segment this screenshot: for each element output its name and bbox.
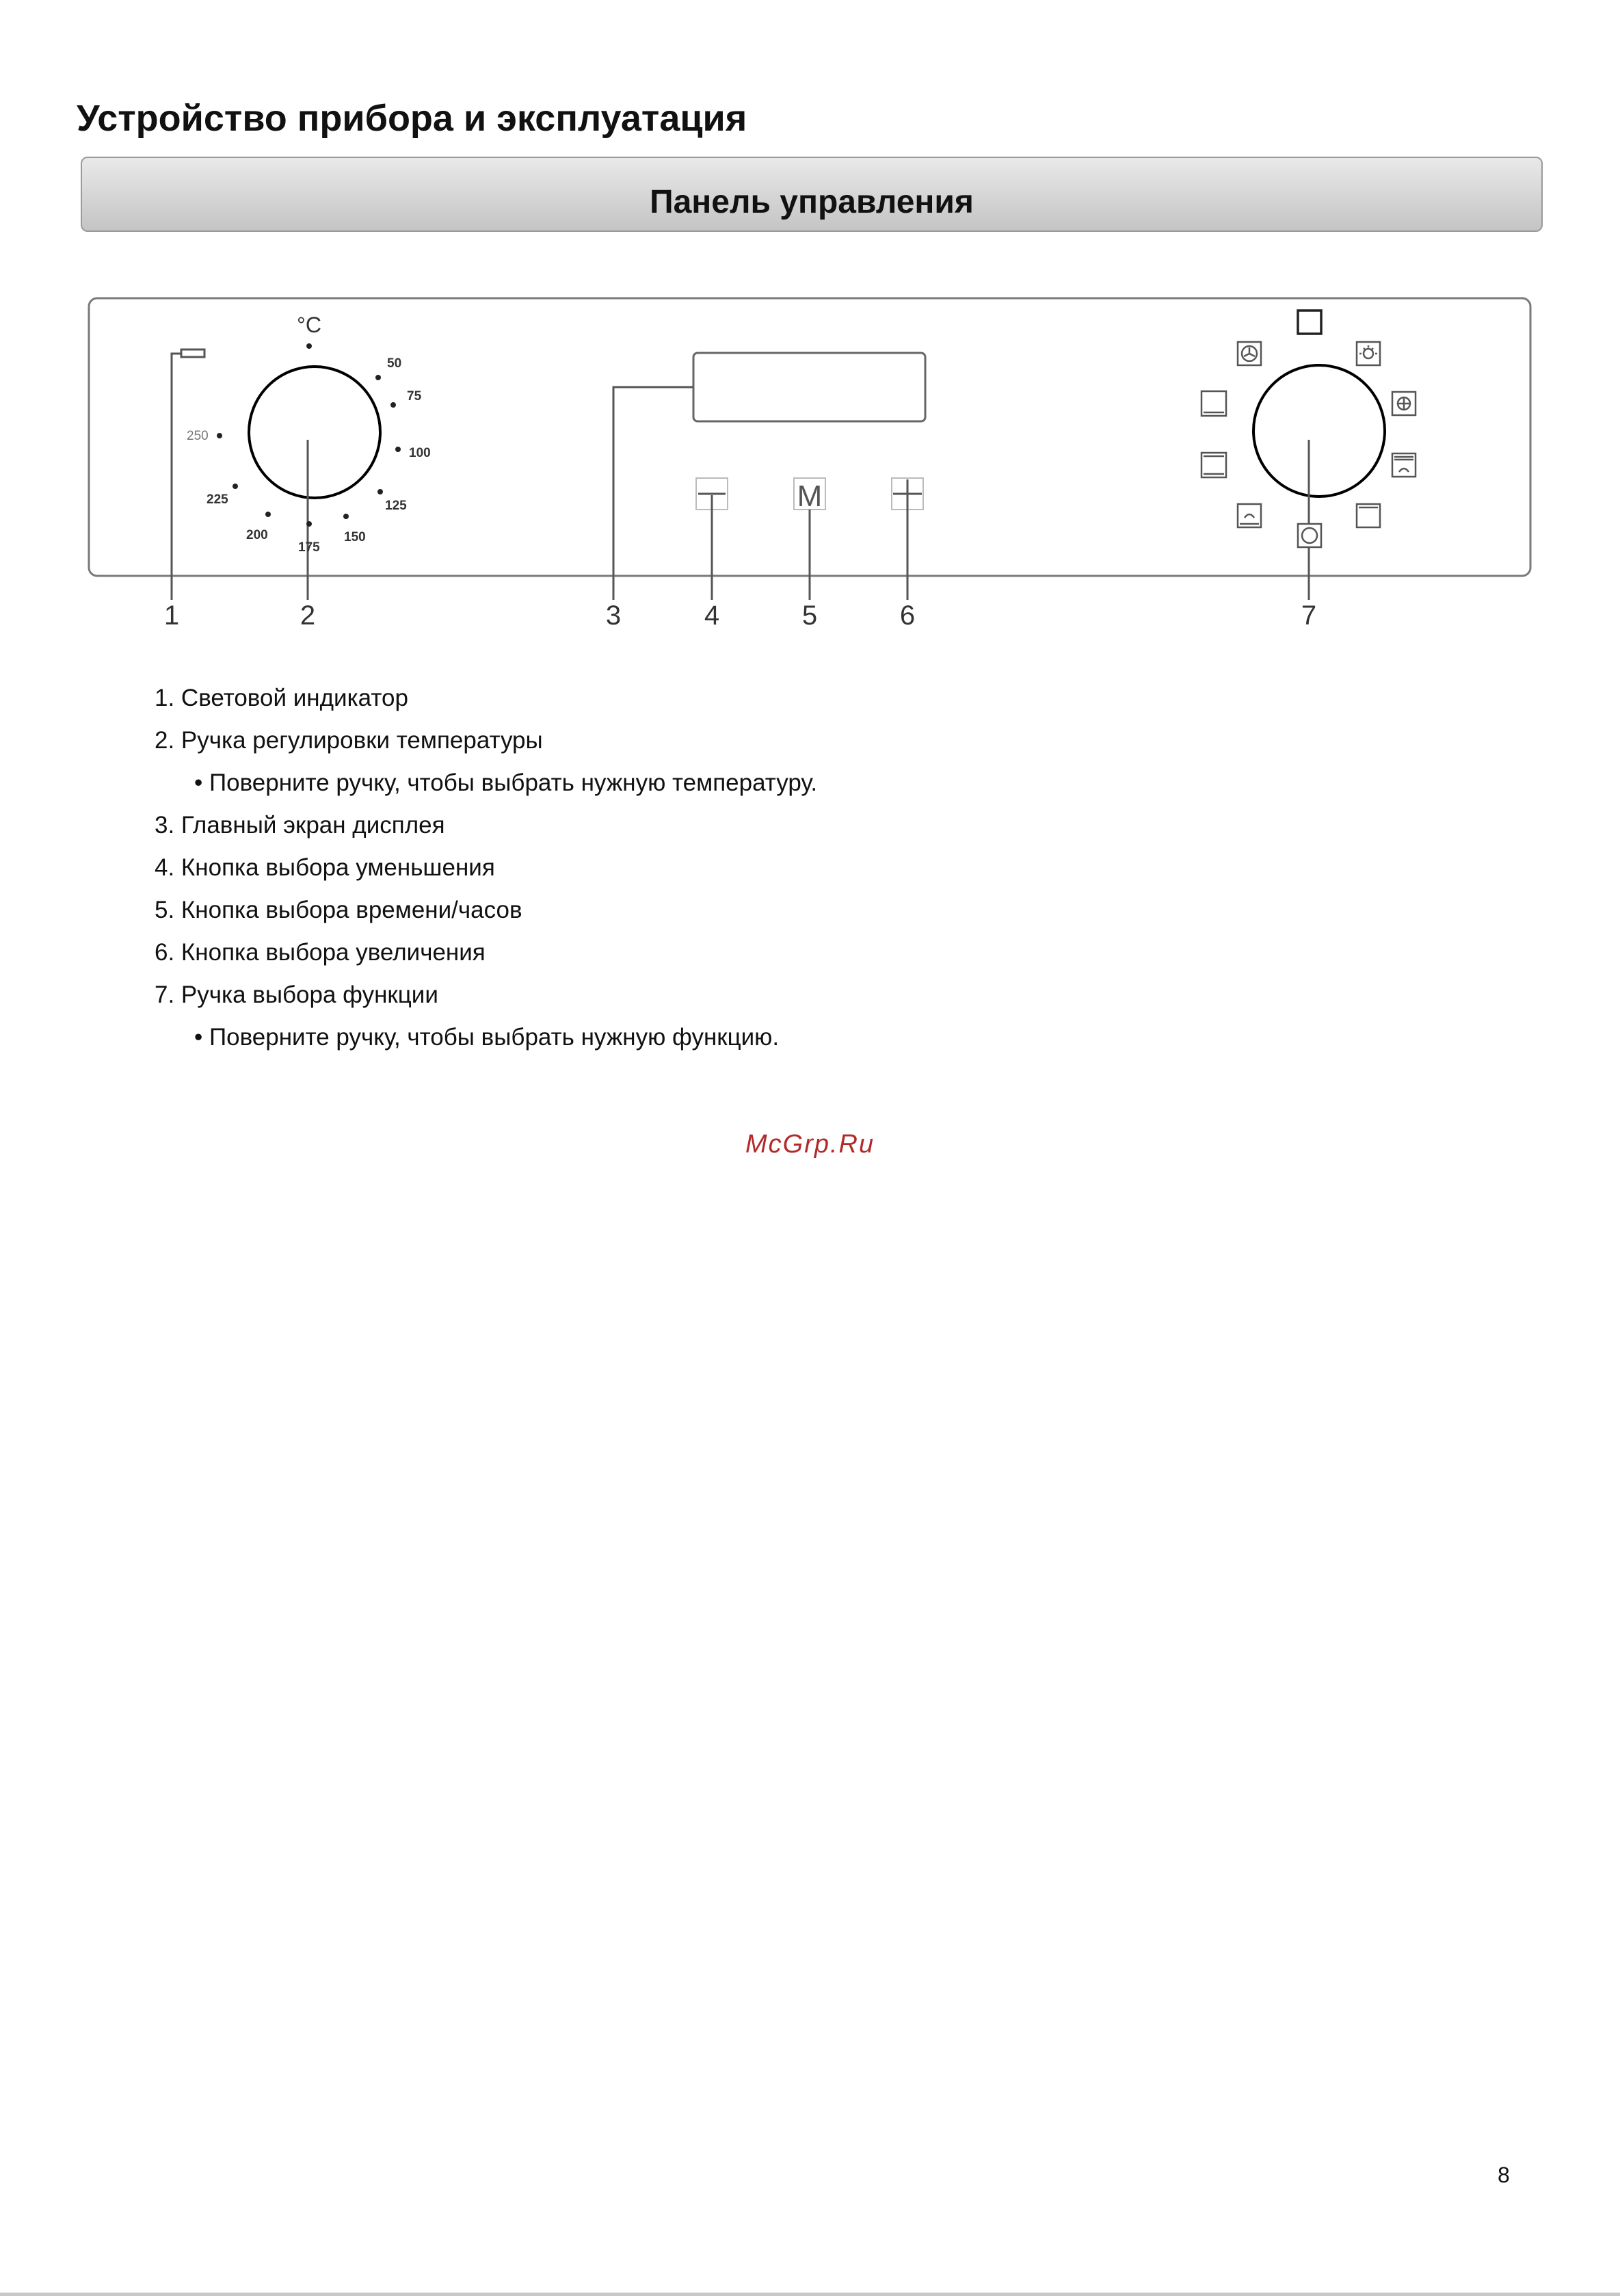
temp-dot-top <box>306 343 312 349</box>
conventional-icon <box>1357 504 1380 527</box>
page-title: Устройство прибора и эксплуатация <box>77 98 747 139</box>
fan-icon <box>1298 524 1321 547</box>
list-item-note: • Поверните ручку, чтобы выбрать нужную функцию. <box>194 1024 780 1051</box>
callout-5: 5 <box>801 601 818 631</box>
temperature-knob <box>249 367 380 498</box>
page-number: 8 <box>1498 2163 1510 2187</box>
celsius-label: °C <box>297 313 321 337</box>
temp-dot-125 <box>377 489 383 494</box>
section-title: Панель управления <box>650 183 974 220</box>
list-item: 4. Кнопка выбора уменьшения <box>155 854 495 881</box>
temp-label-75: 75 <box>407 389 422 404</box>
list-item-note: • Поверните ручку, чтобы выбрать нужную температуру. <box>194 769 818 796</box>
temp-label-225: 225 <box>207 492 228 507</box>
temp-label-200: 200 <box>246 528 268 542</box>
indicator-light <box>181 349 204 357</box>
temp-label-175: 175 <box>298 540 320 555</box>
temp-dot-150 <box>343 514 349 519</box>
bottom-divider <box>0 2293 1620 2296</box>
list-item: 5. Кнопка выбора времени/часов <box>155 897 522 923</box>
temp-dot-175 <box>306 521 312 527</box>
watermark: McGrp.Ru <box>745 1130 875 1159</box>
callout-2: 2 <box>300 601 316 631</box>
list-item: 3. Главный экран дисплея <box>155 812 445 839</box>
leader-line-1 <box>172 354 181 600</box>
mode-glyph: M <box>797 479 823 513</box>
list-item: 7. Ручка выбора функции <box>155 981 438 1008</box>
leader-line-3 <box>613 387 693 600</box>
top-heat-icon <box>1392 453 1416 477</box>
temp-dot-100 <box>395 447 401 452</box>
light-bulb-icon <box>1357 342 1380 365</box>
grill-fan-icon <box>1238 504 1261 527</box>
callout-7: 7 <box>1301 601 1317 631</box>
fan-oven-icon <box>1238 342 1261 365</box>
callout-4: 4 <box>704 601 720 631</box>
list-item: 6. Кнопка выбора увеличения <box>155 939 486 966</box>
temp-dot-75 <box>390 402 396 408</box>
temp-label-250: 250 <box>187 429 209 443</box>
component-list <box>155 677 817 1059</box>
temp-label-150: 150 <box>344 530 366 544</box>
temp-label-125: 125 <box>385 499 407 513</box>
temp-label-50: 50 <box>387 356 402 371</box>
grill-icon <box>1201 391 1226 416</box>
temp-dot-200 <box>265 512 271 517</box>
temp-dot-50 <box>375 375 381 380</box>
callout-3: 3 <box>605 601 622 631</box>
off-icon <box>1298 311 1321 334</box>
list-item: 1. Световой индикатор <box>155 685 408 711</box>
function-knob <box>1253 365 1385 497</box>
list-item: 2. Ручка регулировки температуры <box>155 727 543 754</box>
temp-label-100: 100 <box>409 446 431 460</box>
callout-1: 1 <box>163 601 180 631</box>
temp-dot-225 <box>233 484 238 489</box>
callout-6: 6 <box>899 601 916 631</box>
bottom-heat-icon <box>1201 453 1226 477</box>
temp-dot-250 <box>217 433 222 438</box>
display-screen <box>693 353 925 421</box>
defrost-icon <box>1392 392 1416 415</box>
